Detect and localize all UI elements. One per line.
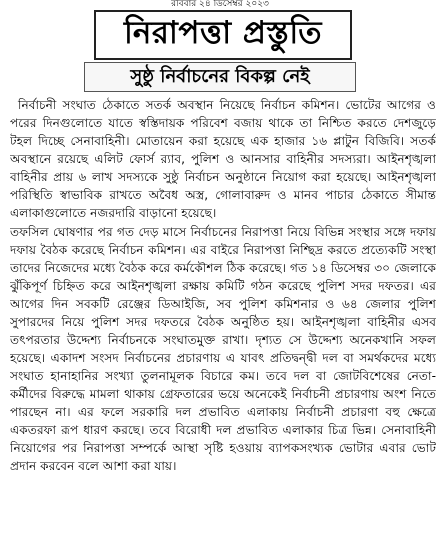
headline-box: [94, 10, 352, 60]
subheadline: সুষ্ঠু নির্বাচনের বিকল্প নেই: [130, 65, 310, 87]
article-paragraph-1: নির্বাচনী সংঘাত ঠেকাতে সতর্ক অবস্থান নিয়েছে নির্বাচন কমিশন। ভোটের আগের ও পরের দিনগুলোতে যাতে স্বস্তিদায়ক পরিবেশ বজায় থাকে তা নিশ্চিত করতে দেশজুড়ে টহল দিচ্ছে সেনাবাহিনী। মোতায়েন করা হয়েছে এক হাজার ১৬ প্লাটুন বিজিবি। সতর্ক অবস্থানে রয়েছে এলিট ফোর্স র‌্যাব, পুলিশ ও আনসার বাহিনীর সদস্যরা। আইনশৃঙ্খলা বাহিনীর প্রায় ৬ লাখ সদস্যকে সুষ্ঠু নির্বাচন অনুষ্ঠানে নিয়োগ করা হয়েছে। আইনশৃঙ্খলা পরিস্থিতি স্বাভাবিক রাখতে অবৈধ অস্ত্র, গোলাবারুদ ও মানব পাচার ঠেকাতে সীমান্ত এলাকাগুলোতে নজরদারি বাড়ানো হয়েছে।: [10, 98, 436, 220]
headline: নিরাপত্তা প্রস্তুতি: [124, 15, 322, 51]
article-body: [10, 96, 436, 556]
cropped-dateline: রবিবার ২৪ ডিসেম্বর ২০২৩: [171, 0, 269, 8]
subheadline-box: [84, 62, 356, 92]
article-paragraph-2: তফসিল ঘোষণার পর গত দেড় মাসে নির্বাচনের নিরাপত্তা নিয়ে বিভিন্ন সংস্থার সঙ্গে দফায় দফায় বৈঠক করেছে নির্বাচন কমিশন। এর বাইরে নিরাপত্তা নিশ্ছিদ্র করতে প্রত্যেকটি সংস্থা তাদের নিজেদের মধ্যে বৈঠক করে কর্মকৌশল ঠিক করেছে। গত ১৪ ডিসেম্বর ৩০ জেলাকে ঝুঁকিপূর্ণ চিহ্নিত করে আইনশৃঙ্খলা রক্ষায় কমিটি গঠন করেছে পুলিশ সদর দফতর। এর আগের দিন সবকটি রেঞ্জের ডিআইজি, সব পুলিশ কমিশনার ও ৬৪ জেলার পুলিশ সুপারদের নিয়ে পুলিশ সদর দফতরে বৈঠক অনুষ্ঠিত হয়। আইনশৃঙ্খলা বাহিনীর এসব তৎপরতার উদ্দেশ্য নির্বাচনকে সংঘাতমুক্ত রাখা। দৃশ্যত সে উদ্দেশ্য অনেকখানি সফল হয়েছে। একাদশ সংসদ নির্বাচনের প্রচারণায় এ যাবৎ প্রতিদ্বন্দ্বী দল বা সমর্থকদের মধ্যে সংঘাত হানাহানির সংখ্যা তুলনামূলক বিচারে কম। তবে দল বা জোটবিশেষের নেতা-কর্মীদের বিরুদ্ধে মামলা থাকায় গ্রেফতারের ভয়ে অনেকেই নির্বাচনী প্রচারণায় অংশ নিতে পারছেন না। এর ফলে সরকারি দল প্রভাবিত এলাকায় নির্বাচনী প্রচারণা বহু ক্ষেত্রে একতরফা রূপ ধারণ করছে। তবে বিরোধী দল প্রভাবিত এলাকার চিত্র ভিন্ন। সেনাবাহিনী নিয়োগের পর নিরাপত্তা সম্পর্কে আস্থা সৃষ্টি হওয়ায় ব্যাপকসংখ্যক ভোটার এবার ভোট প্রদান করবেন বলে আশা করা যায়।: [10, 225, 436, 473]
